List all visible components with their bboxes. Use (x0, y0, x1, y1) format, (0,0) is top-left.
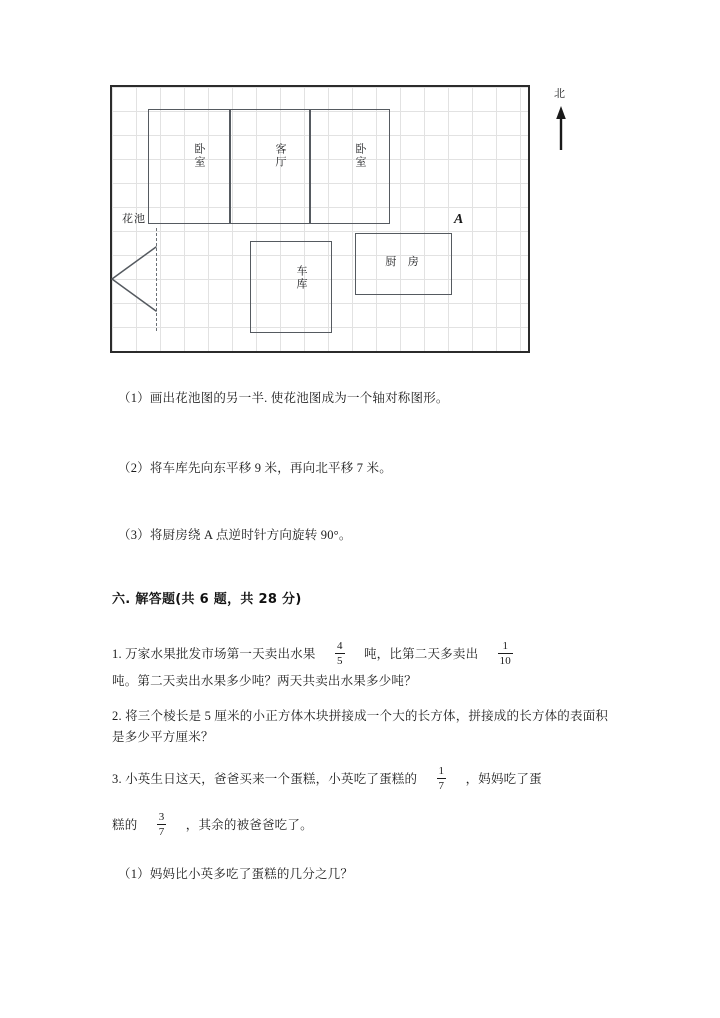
problem-1-fraction-2 (498, 640, 513, 668)
problem-3-sub-question-1: （1）妈妈比小英多吃了蛋糕的几分之几？ (118, 867, 354, 881)
floor-plan-diagram (110, 85, 565, 353)
problem-1-line-1 (112, 641, 612, 669)
fraction-numerator: 4 (336, 640, 343, 652)
problem-1-text-b: 吨，比第二天多卖出 (363, 647, 479, 662)
problem-1-line-2: 吨。第二天卖出水果多少吨？两天共卖出水果多少吨？ (112, 674, 417, 688)
problem-3-fraction-1 (437, 765, 447, 793)
fraction-bar (335, 653, 345, 654)
room-label-garage: 车库 (295, 265, 308, 291)
problem-3-text-a: 3. 小英生日这天，爸爸买来一个蛋糕，小英吃了蛋糕的 (112, 772, 418, 787)
fraction-numerator: 1 (438, 765, 445, 777)
problem-3-line-2 (112, 812, 313, 840)
fraction-numerator: 3 (158, 811, 165, 823)
problem-1-text-a: 1. 万家水果批发市场第一天卖出水果 (112, 647, 316, 662)
fraction-bar (437, 778, 447, 779)
fraction-bar (157, 824, 167, 825)
room-label-kitchen: 厨 房 (385, 255, 423, 268)
flower-pond-half-shape (110, 245, 158, 313)
north-arrow-icon (552, 104, 570, 152)
problem-1-fraction-1 (335, 640, 345, 668)
problem-3-line-1 (112, 766, 612, 794)
fraction-bar (498, 653, 513, 654)
fraction-denominator: 7 (438, 780, 445, 793)
room-label-living-room: 客厅 (274, 143, 287, 169)
fraction-denominator: 7 (158, 826, 165, 839)
sub-question-3: （3）将厨房绕 A 点逆时针方向旋转 90°。 (118, 528, 352, 542)
point-a-label: A (454, 212, 464, 227)
problem-3-text-b: ，妈妈吃了蛋 (465, 772, 542, 787)
section-heading: 六. 解答题(共 6 题，共 28 分) (112, 592, 302, 607)
problem-3-text-c: 糕的 (112, 818, 138, 833)
sub-question-1: （1）画出花池图的另一半. 使花池图成为一个轴对称图形。 (118, 391, 449, 405)
fraction-denominator: 5 (336, 655, 343, 668)
flower-pond-label: 花池 (122, 212, 146, 225)
plan-contents (110, 85, 530, 353)
fraction-numerator: 1 (502, 640, 509, 652)
problem-3-fraction-2 (157, 811, 167, 839)
room-label-bedroom-right: 卧室 (354, 143, 367, 169)
sub-question-2: （2）将车库先向东平移 9 米，再向北平移 7 米。 (118, 461, 392, 475)
problem-3-text-d: ，其余的被爸爸吃了。 (185, 818, 313, 833)
fraction-denominator: 10 (499, 655, 512, 668)
north-indicator (548, 85, 588, 165)
problem-2: 2. 将三个棱长是 5 厘米的小正方体木块拼接成一个大的长方体，拼接成的长方体的表面积是多少平方厘米？ (112, 709, 609, 744)
north-label: 北 (554, 87, 565, 100)
room-label-bedroom-left: 卧室 (193, 143, 206, 169)
